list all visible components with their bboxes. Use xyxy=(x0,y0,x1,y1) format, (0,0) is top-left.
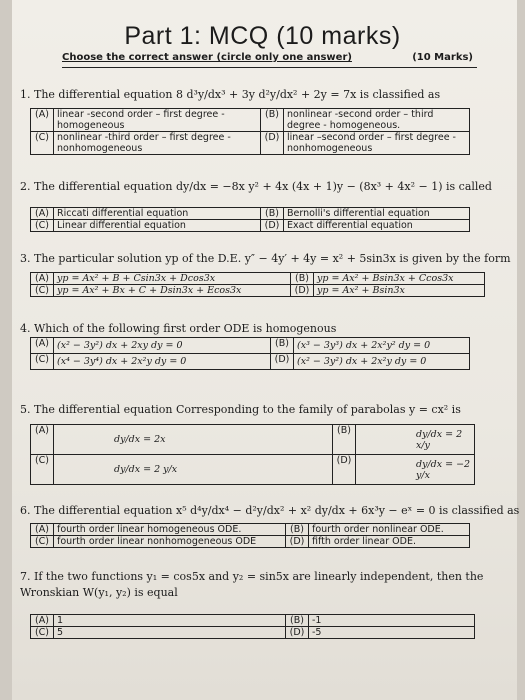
option-key: (C) xyxy=(31,354,54,370)
option-key: (D) xyxy=(286,627,309,639)
option-text: (x⁴ − 3y⁴) dx + 2x²y dy = 0 xyxy=(54,354,271,370)
option-key: (A) xyxy=(31,273,54,285)
option-text: nonlinear -second order – third degree - homogeneous. xyxy=(284,109,470,132)
option-text: -1 xyxy=(309,615,475,627)
option-text: dy/dx = −2 y/x xyxy=(356,455,475,485)
option-text: yp = Ax² + Bsin3x xyxy=(314,285,485,297)
option-key: (C) xyxy=(31,627,54,639)
option-text: yp = Ax² + Bsin3x + Ccos3x xyxy=(314,273,485,285)
option-text: dy/dx = 2 x/y xyxy=(356,425,475,455)
option-text: fifth order linear ODE. xyxy=(309,536,470,548)
question-3-stem: 3. The particular solution yp of the D.E. y″ − 4y′ + 4y = x² + 5sin3x is given by the form xyxy=(20,252,511,265)
option-text: 1 xyxy=(54,615,286,627)
option-text: fourth order nonlinear ODE. xyxy=(309,524,470,536)
option-text: (x² − 3y²) dx + 2x²y dy = 0 xyxy=(294,354,470,370)
marks-text: (10 Marks) xyxy=(412,52,473,63)
option-key: (B) xyxy=(333,425,356,455)
option-text: yp = Ax² + B + Csin3x + Dcos3x xyxy=(54,273,291,285)
option-key: (D) xyxy=(291,285,314,297)
option-key: (B) xyxy=(291,273,314,285)
page-title: Part 1: MCQ (10 marks) xyxy=(124,22,401,50)
question-5-options xyxy=(30,424,475,485)
option-key: (B) xyxy=(286,524,309,536)
option-key: (C) xyxy=(31,455,54,485)
question-5-stem: 5. The differential equation Corresponding to the family of parabolas y = cx² is xyxy=(20,403,461,416)
question-7-stem-continued: Wronskian W(y₁, y₂) is equal xyxy=(20,586,178,599)
question-3-options xyxy=(30,272,485,297)
question-6-stem: 6. The differential equation x⁵ d⁴y/dx⁴ − d²y/dx² + x² dy/dx + 6x³y − eˣ = 0 is classified as xyxy=(20,504,520,517)
option-text: Exact differential equation xyxy=(284,220,470,232)
option-key: (C) xyxy=(31,536,54,548)
option-text: dy/dx = 2 y/x xyxy=(54,455,333,485)
instruction-text: Choose the correct answer (circle only one answer) xyxy=(62,52,352,63)
option-text: dy/dx = 2x xyxy=(54,425,333,455)
question-1-stem: 1. The differential equation 8 d³y/dx³ + 3y d²y/dx² + 2y = 7x is classified as xyxy=(20,88,441,101)
option-key: (C) xyxy=(31,132,54,155)
question-1-options xyxy=(30,108,470,155)
question-7-stem: 7. If the two functions y₁ = cos5x and y₂ = sin5x are linearly independent, then the xyxy=(20,570,484,583)
option-key: (A) xyxy=(31,524,54,536)
option-key: (A) xyxy=(31,338,54,354)
option-key: (C) xyxy=(31,220,54,232)
option-text: Linear differential equation xyxy=(54,220,261,232)
option-key: (D) xyxy=(286,536,309,548)
option-text: fourth order linear homogeneous ODE. xyxy=(54,524,286,536)
question-2-options xyxy=(30,207,470,232)
option-key: (B) xyxy=(261,208,284,220)
option-text: (x² − 3y²) dx + 2xy dy = 0 xyxy=(54,338,271,354)
option-text: Bernolli's differential equation xyxy=(284,208,470,220)
instructions-header xyxy=(62,52,477,68)
option-key: (D) xyxy=(261,132,284,155)
option-key: (D) xyxy=(261,220,284,232)
option-text: 5 xyxy=(54,627,286,639)
option-key: (A) xyxy=(31,109,54,132)
option-key: (A) xyxy=(31,208,54,220)
question-6-options xyxy=(30,523,470,548)
option-key: (B) xyxy=(286,615,309,627)
option-key: (C) xyxy=(31,285,54,297)
option-key: (B) xyxy=(261,109,284,132)
question-7-options xyxy=(30,614,475,639)
option-text: linear –second order – first degree - nonhomogeneous xyxy=(284,132,470,155)
question-2-stem: 2. The differential equation dy/dx = −8x y² + 4x (4x + 1)y − (8x³ + 4x² − 1) is called xyxy=(20,180,492,193)
option-text: fourth order linear nonhomogeneous ODE xyxy=(54,536,286,548)
option-text: (x³ − 3y³) dx + 2x²y² dy = 0 xyxy=(294,338,470,354)
option-key: (D) xyxy=(333,455,356,485)
option-key: (A) xyxy=(31,425,54,455)
option-key: (A) xyxy=(31,615,54,627)
option-key: (D) xyxy=(271,354,294,370)
option-text: yp = Ax² + Bx + C + Dsin3x + Ecos3x xyxy=(54,285,291,297)
option-text: -5 xyxy=(309,627,475,639)
option-key: (B) xyxy=(271,338,294,354)
question-4-options xyxy=(30,337,470,370)
option-text: linear -second order – first degree - homogeneous xyxy=(54,109,261,132)
option-text: Riccati differential equation xyxy=(54,208,261,220)
option-text: nonlinear -third order – first degree - nonhomogeneous xyxy=(54,132,261,155)
question-4-stem: 4. Which of the following first order ODE is homogenous xyxy=(20,322,337,335)
